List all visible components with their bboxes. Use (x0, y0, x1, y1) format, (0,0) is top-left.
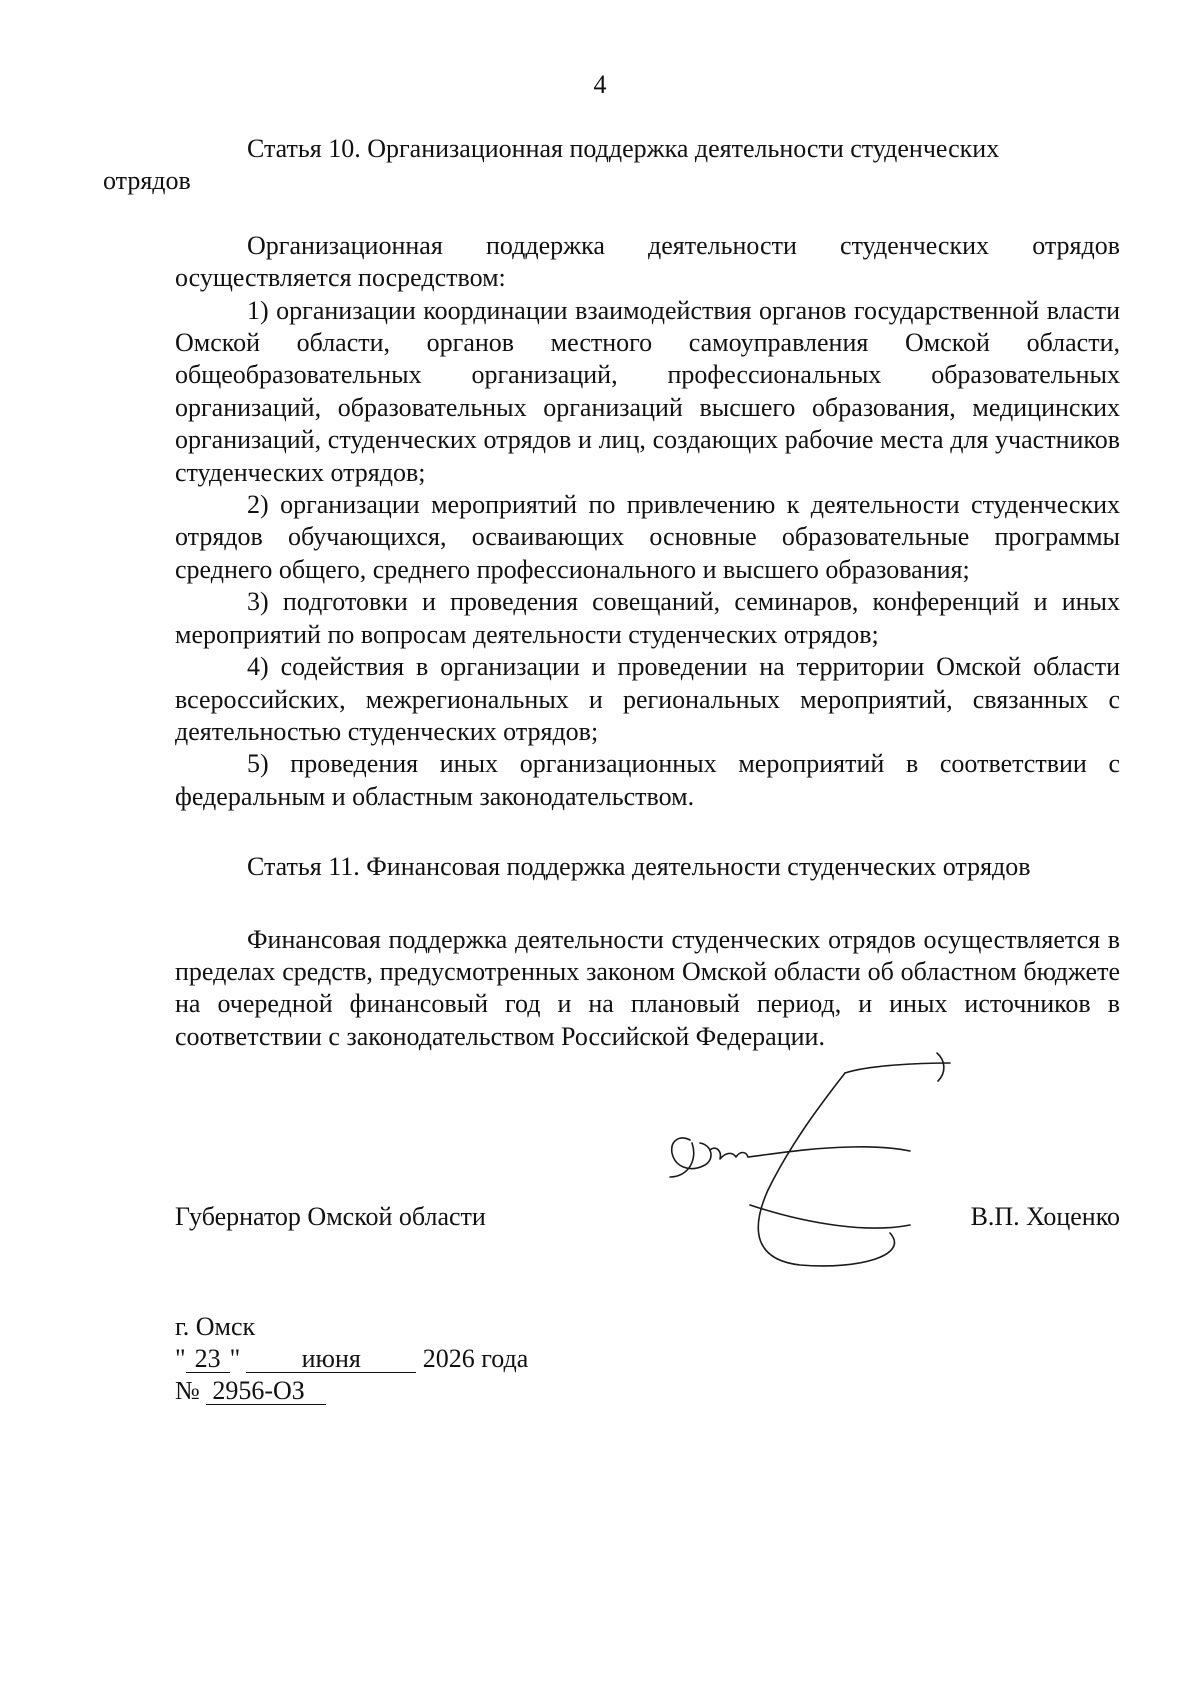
article-11-title: Статья 11. Финансовая поддержка деятельности студенческих отрядов (247, 852, 1031, 882)
document-footer (175, 1311, 775, 1407)
number-sign: № (175, 1376, 200, 1405)
article-11-body: Финансовая поддержка деятельности студенческих отрядов осуществляется в пределах средств, предусмотренных законом Омской области об областном бюджете на очередной финансовый год и на плановый период, и иных источников в соответствии с законодательством Российской Федерации. (175, 924, 1120, 1051)
page-number: 4 (593, 70, 607, 99)
date-quote-open: " (175, 1344, 186, 1373)
number-line (175, 1375, 775, 1407)
article-10-item-4: 4) содействия в организации и проведении на территории Омской области всероссийских, межрегиональных и региональных мероприятий, связанных с деятельностью студенческих отрядов; (175, 652, 1120, 746)
date-day: 23 (186, 1346, 230, 1373)
handwritten-signature (650, 1065, 1050, 1275)
article-10-item-5: 5) проведения иных организационных мероприятий в соответствии с федеральным и областным законодательством. (175, 749, 1120, 811)
article-10-title-line2: отрядов (103, 166, 191, 196)
article-10-item-2: 2) организации мероприятий по привлечению к деятельности студенческих отрядов обучающихся, осваивающих основные образовательные программы среднего общего, среднего профессионального и высшего образования; (175, 490, 1120, 584)
article-10-item-3: 3) подготовки и проведения совещаний, семинаров, конференций и иных мероприятий по вопросам деятельности студенческих отрядов; (175, 587, 1120, 649)
article-10-intro: Организационная поддержка деятельности студенческих отрядов осуществляется посредством: (175, 230, 1120, 293)
article-10-title-line1: Статья 10. Организационная поддержка деятельности студенческих (247, 134, 1000, 163)
date-month: июня (246, 1346, 416, 1373)
law-number: 2956-ОЗ (206, 1378, 326, 1405)
article-10-item-1: 1) организации координации взаимодействия органов государственной власти Омской области, органов местного самоуправления Омской области, общеобразовательных организаций, профессиональных образовательных организаций, образовательных организаций высшего образования, медицинских организаций, студенческих отрядов и лиц, создающих рабочие места для участников студенческих отрядов; (175, 295, 1120, 487)
governor-name: В.П. Хоценко (970, 1202, 1120, 1231)
city-line: г. Омск (175, 1312, 256, 1341)
date-line (175, 1343, 775, 1375)
signature-block (175, 1201, 1120, 1241)
document-body (103, 133, 1120, 1053)
date-quote-close: " (229, 1344, 241, 1373)
date-year: 2026 года (422, 1344, 529, 1373)
governor-title: Губернатор Омской области (175, 1202, 486, 1231)
article-10-title (103, 133, 1120, 198)
